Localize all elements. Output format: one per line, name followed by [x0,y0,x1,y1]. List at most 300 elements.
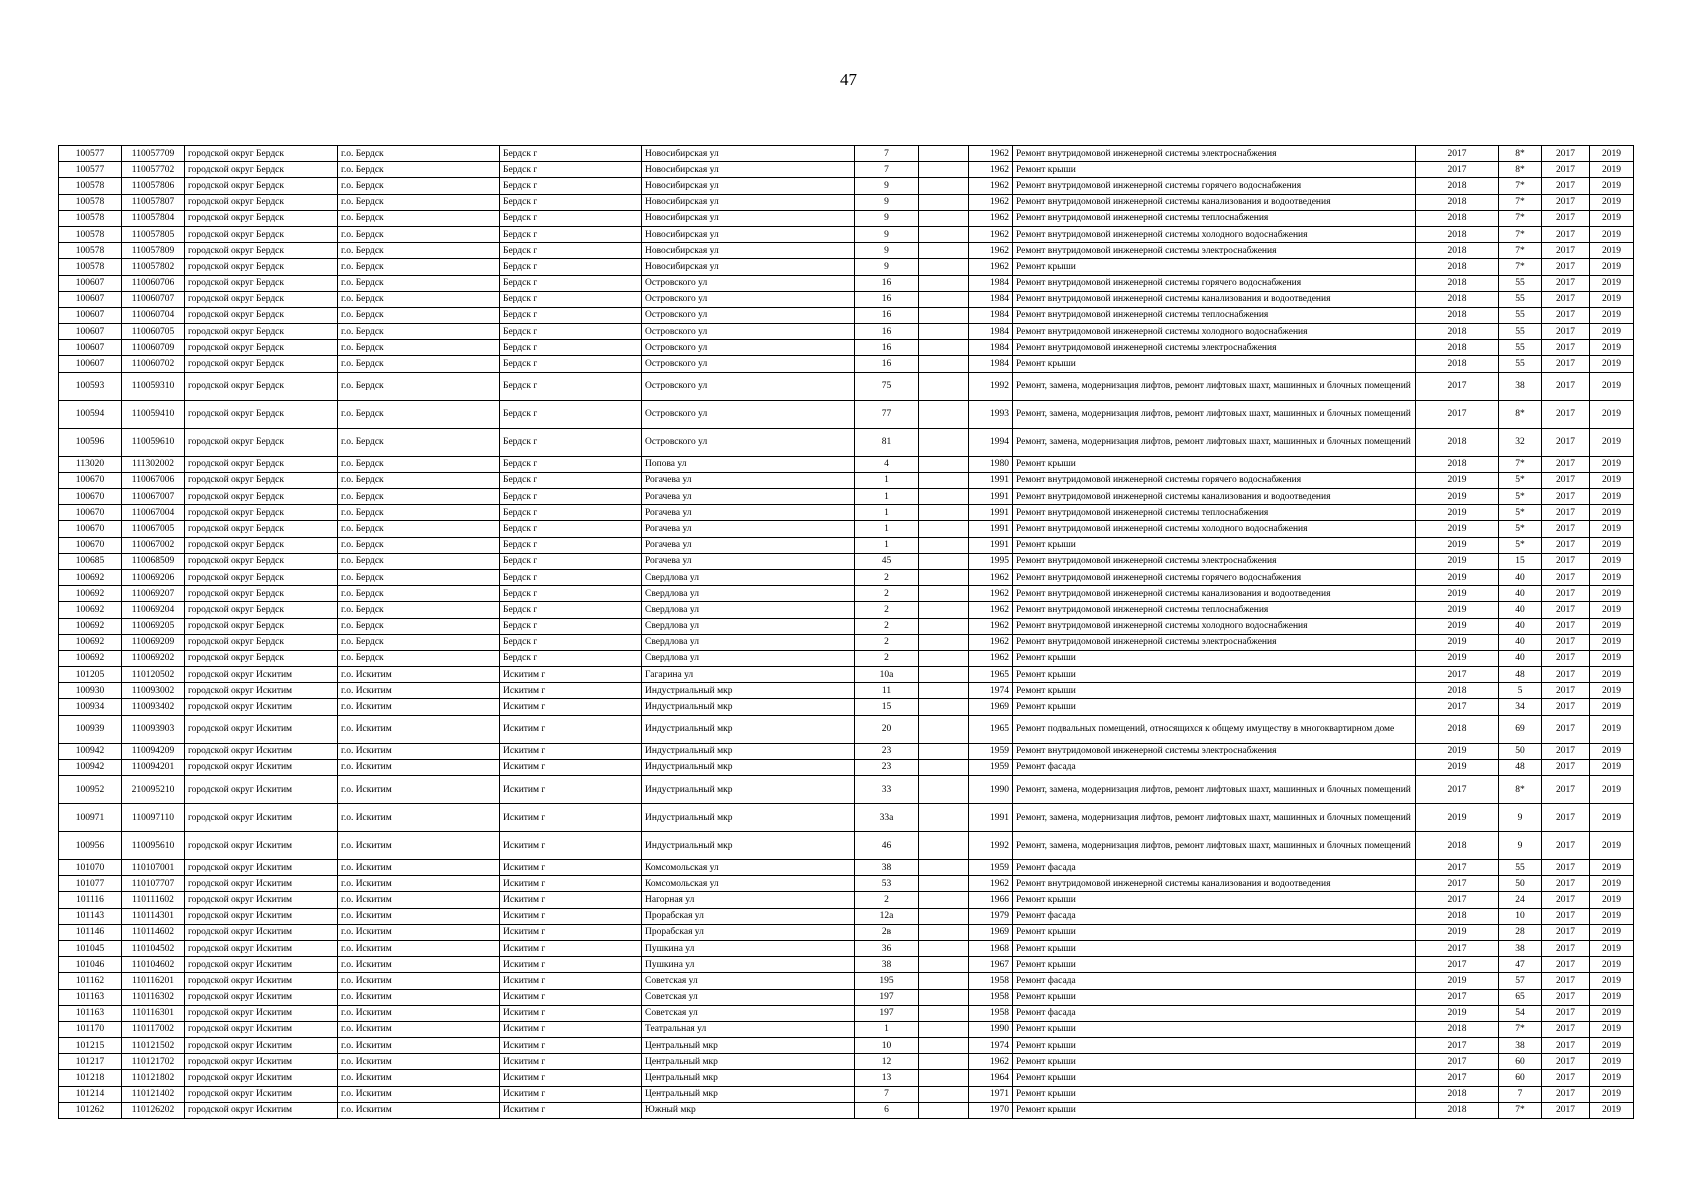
district-cell: г.о. Искитим [338,1005,500,1021]
period-start-cell: 2017 [1542,372,1590,400]
building-cell [919,1021,969,1037]
work-id-cell: 110060707 [122,291,185,307]
year-built-cell: 1958 [969,973,1013,989]
house-id-cell: 100607 [59,275,122,291]
district-cell: г.о. Бердск [338,472,500,488]
period-start-cell: 2017 [1542,957,1590,973]
building-cell [919,400,969,428]
period-start-cell: 2017 [1542,832,1590,860]
period-start-cell: 2017 [1542,259,1590,275]
period-end-cell: 2019 [1590,553,1634,569]
district-cell: г.о. Искитим [338,957,500,973]
house-id-cell: 100594 [59,400,122,428]
period-end-cell: 2019 [1590,210,1634,226]
planned-year-cell: 2019 [1416,804,1499,832]
period-end-cell: 2019 [1590,194,1634,210]
work-type-cell: Ремонт внутридомовой инженерной системы электроснабжения [1013,743,1416,759]
period-start-cell: 2017 [1542,860,1590,876]
period-end-cell: 2019 [1590,456,1634,472]
wear-percent-cell: 40 [1499,569,1542,585]
wear-percent-cell: 15 [1499,553,1542,569]
work-type-cell: Ремонт, замена, модернизация лифтов, ремонт лифтовых шахт, машинных и блочных помещений [1013,804,1416,832]
period-end-cell: 2019 [1590,340,1634,356]
year-built-cell: 1984 [969,275,1013,291]
district-cell: г.о. Бердск [338,324,500,340]
building-cell [919,521,969,537]
period-end-cell: 2019 [1590,372,1634,400]
year-built-cell: 1984 [969,356,1013,372]
settlement-cell: Бердск г [500,340,642,356]
municipality-cell: городской округ Искитим [185,957,338,973]
planned-year-cell: 2018 [1416,194,1499,210]
table-row [59,489,1634,505]
municipality-cell: городской округ Бердск [185,226,338,242]
municipality-cell: городской округ Бердск [185,178,338,194]
municipality-cell: городской округ Искитим [185,759,338,775]
municipality-cell: городской округ Искитим [185,1021,338,1037]
work-type-cell: Ремонт внутридомовой инженерной системы канализования и водоотведения [1013,194,1416,210]
district-cell: г.о. Искитим [338,989,500,1005]
year-built-cell: 1971 [969,1086,1013,1102]
table-row [59,699,1634,715]
building-cell [919,324,969,340]
year-built-cell: 1962 [969,178,1013,194]
building-cell [919,291,969,307]
work-type-cell: Ремонт внутридомовой инженерной системы теплоснабжения [1013,307,1416,323]
wear-percent-cell: 55 [1499,340,1542,356]
year-built-cell: 1959 [969,860,1013,876]
street-cell: Рогачева ул [642,505,855,521]
wear-percent-cell: 55 [1499,307,1542,323]
settlement-cell: Искитим г [500,1021,642,1037]
house-number-cell: 33 [855,776,919,804]
period-end-cell: 2019 [1590,667,1634,683]
work-id-cell: 110069202 [122,650,185,666]
building-cell [919,1102,969,1118]
year-built-cell: 1990 [969,776,1013,804]
settlement-cell: Искитим г [500,683,642,699]
table-row [59,456,1634,472]
work-type-cell: Ремонт фасада [1013,1005,1416,1021]
building-cell [919,505,969,521]
year-built-cell: 1991 [969,505,1013,521]
settlement-cell: Бердск г [500,243,642,259]
street-cell: Центральный мкр [642,1038,855,1054]
district-cell: г.о. Бердск [338,489,500,505]
building-cell [919,259,969,275]
planned-year-cell: 2017 [1416,776,1499,804]
district-cell: г.о. Искитим [338,759,500,775]
house-number-cell: 2 [855,892,919,908]
settlement-cell: Искитим г [500,892,642,908]
settlement-cell: Бердск г [500,428,642,456]
planned-year-cell: 2019 [1416,759,1499,775]
table-row [59,259,1634,275]
municipality-cell: городской округ Бердск [185,553,338,569]
street-cell: Рогачева ул [642,553,855,569]
street-cell: Свердлова ул [642,650,855,666]
house-number-cell: 6 [855,1102,919,1118]
period-start-cell: 2017 [1542,489,1590,505]
table-row [59,683,1634,699]
district-cell: г.о. Бердск [338,291,500,307]
settlement-cell: Искитим г [500,715,642,743]
house-number-cell: 16 [855,275,919,291]
municipality-cell: городской округ Бердск [185,400,338,428]
house-id-cell: 101046 [59,957,122,973]
year-built-cell: 1962 [969,586,1013,602]
building-cell [919,989,969,1005]
house-number-cell: 2 [855,634,919,650]
building-cell [919,553,969,569]
house-id-cell: 101143 [59,908,122,924]
planned-year-cell: 2017 [1416,1054,1499,1070]
year-built-cell: 1962 [969,650,1013,666]
period-start-cell: 2017 [1542,743,1590,759]
building-cell [919,372,969,400]
period-start-cell: 2017 [1542,1005,1590,1021]
planned-year-cell: 2018 [1416,291,1499,307]
period-end-cell: 2019 [1590,715,1634,743]
period-end-cell: 2019 [1590,776,1634,804]
house-number-cell: 53 [855,876,919,892]
period-start-cell: 2017 [1542,1038,1590,1054]
table-row [59,178,1634,194]
period-start-cell: 2017 [1542,400,1590,428]
work-type-cell: Ремонт крыши [1013,683,1416,699]
planned-year-cell: 2019 [1416,569,1499,585]
municipality-cell: городской округ Бердск [185,324,338,340]
work-type-cell: Ремонт крыши [1013,1021,1416,1037]
year-built-cell: 1992 [969,832,1013,860]
year-built-cell: 1962 [969,243,1013,259]
municipality-cell: городской округ Искитим [185,699,338,715]
settlement-cell: Бердск г [500,275,642,291]
work-id-cell: 110060705 [122,324,185,340]
period-start-cell: 2017 [1542,275,1590,291]
settlement-cell: Бердск г [500,618,642,634]
year-built-cell: 1962 [969,162,1013,178]
building-cell [919,957,969,973]
municipality-cell: городской округ Искитим [185,1054,338,1070]
street-cell: Советская ул [642,973,855,989]
period-start-cell: 2017 [1542,989,1590,1005]
district-cell: г.о. Искитим [338,804,500,832]
house-id-cell: 100692 [59,634,122,650]
period-start-cell: 2017 [1542,505,1590,521]
street-cell: Индустриальный мкр [642,743,855,759]
house-number-cell: 7 [855,146,919,162]
planned-year-cell: 2017 [1416,162,1499,178]
district-cell: г.о. Искитим [338,832,500,860]
street-cell: Островского ул [642,307,855,323]
street-cell: Рогачева ул [642,489,855,505]
period-start-cell: 2017 [1542,1070,1590,1086]
period-end-cell: 2019 [1590,428,1634,456]
work-id-cell: 110067004 [122,505,185,521]
work-id-cell: 110126202 [122,1102,185,1118]
wear-percent-cell: 7 [1499,1086,1542,1102]
planned-year-cell: 2019 [1416,553,1499,569]
year-built-cell: 1962 [969,259,1013,275]
period-end-cell: 2019 [1590,989,1634,1005]
house-id-cell: 100578 [59,210,122,226]
district-cell: г.о. Бердск [338,586,500,602]
house-number-cell: 81 [855,428,919,456]
work-id-cell: 110069207 [122,586,185,602]
planned-year-cell: 2018 [1416,908,1499,924]
house-id-cell: 101162 [59,973,122,989]
table-row [59,1054,1634,1070]
table-row [59,324,1634,340]
municipality-cell: городской округ Искитим [185,892,338,908]
table-row [59,618,1634,634]
work-id-cell: 110057802 [122,259,185,275]
period-end-cell: 2019 [1590,973,1634,989]
street-cell: Прорабская ул [642,908,855,924]
settlement-cell: Бердск г [500,372,642,400]
period-start-cell: 2017 [1542,243,1590,259]
work-id-cell: 111302002 [122,456,185,472]
work-type-cell: Ремонт, замена, модернизация лифтов, ремонт лифтовых шахт, машинных и блочных помещений [1013,400,1416,428]
work-type-cell: Ремонт внутридомовой инженерной системы теплоснабжения [1013,602,1416,618]
work-id-cell: 110060709 [122,340,185,356]
period-start-cell: 2017 [1542,307,1590,323]
municipality-cell: городской округ Бердск [185,456,338,472]
house-number-cell: 195 [855,973,919,989]
table-row [59,876,1634,892]
district-cell: г.о. Бердск [338,146,500,162]
house-number-cell: 10 [855,1038,919,1054]
wear-percent-cell: 5* [1499,472,1542,488]
work-type-cell: Ремонт внутридомовой инженерной системы теплоснабжения [1013,505,1416,521]
table-row [59,804,1634,832]
planned-year-cell: 2019 [1416,472,1499,488]
settlement-cell: Искитим г [500,924,642,940]
period-end-cell: 2019 [1590,400,1634,428]
municipality-cell: городской округ Искитим [185,860,338,876]
settlement-cell: Искитим г [500,957,642,973]
planned-year-cell: 2019 [1416,602,1499,618]
street-cell: Островского ул [642,428,855,456]
house-id-cell: 100577 [59,162,122,178]
district-cell: г.о. Бердск [338,553,500,569]
period-end-cell: 2019 [1590,699,1634,715]
table-row [59,400,1634,428]
table-row [59,210,1634,226]
street-cell: Свердлова ул [642,634,855,650]
work-id-cell: 110111602 [122,892,185,908]
house-id-cell: 100670 [59,505,122,521]
district-cell: г.о. Искитим [338,876,500,892]
district-cell: г.о. Искитим [338,667,500,683]
house-id-cell: 100578 [59,178,122,194]
house-id-cell: 101077 [59,876,122,892]
year-built-cell: 1990 [969,1021,1013,1037]
house-number-cell: 23 [855,759,919,775]
period-start-cell: 2017 [1542,924,1590,940]
planned-year-cell: 2017 [1416,400,1499,428]
work-type-cell: Ремонт внутридомовой инженерной системы горячего водоснабжения [1013,178,1416,194]
work-type-cell: Ремонт крыши [1013,957,1416,973]
work-type-cell: Ремонт внутридомовой инженерной системы холодного водоснабжения [1013,324,1416,340]
house-id-cell: 100593 [59,372,122,400]
planned-year-cell: 2017 [1416,876,1499,892]
house-number-cell: 77 [855,400,919,428]
table-row [59,634,1634,650]
settlement-cell: Бердск г [500,553,642,569]
building-cell [919,356,969,372]
wear-percent-cell: 5* [1499,505,1542,521]
table-row [59,1005,1634,1021]
wear-percent-cell: 5* [1499,521,1542,537]
district-cell: г.о. Искитим [338,1038,500,1054]
year-built-cell: 1979 [969,908,1013,924]
period-start-cell: 2017 [1542,291,1590,307]
district-cell: г.о. Бердск [338,602,500,618]
house-id-cell: 100578 [59,259,122,275]
table-row [59,275,1634,291]
table-row [59,553,1634,569]
year-built-cell: 1965 [969,667,1013,683]
district-cell: г.о. Искитим [338,860,500,876]
house-id-cell: 101217 [59,1054,122,1070]
municipality-cell: городской округ Бердск [185,489,338,505]
period-end-cell: 2019 [1590,569,1634,585]
district-cell: г.о. Искитим [338,1102,500,1118]
house-number-cell: 9 [855,194,919,210]
work-type-cell: Ремонт крыши [1013,456,1416,472]
house-id-cell: 101214 [59,1086,122,1102]
period-end-cell: 2019 [1590,537,1634,553]
settlement-cell: Бердск г [500,602,642,618]
house-number-cell: 9 [855,210,919,226]
wear-percent-cell: 47 [1499,957,1542,973]
municipality-cell: городской округ Искитим [185,973,338,989]
period-start-cell: 2017 [1542,194,1590,210]
street-cell: Новосибирская ул [642,259,855,275]
street-cell: Комсомольская ул [642,860,855,876]
wear-percent-cell: 8* [1499,400,1542,428]
work-type-cell: Ремонт внутридомовой инженерной системы электроснабжения [1013,146,1416,162]
table-row [59,1021,1634,1037]
house-number-cell: 9 [855,178,919,194]
street-cell: Индустриальный мкр [642,832,855,860]
street-cell: Свердлова ул [642,569,855,585]
street-cell: Островского ул [642,291,855,307]
building-cell [919,1086,969,1102]
year-built-cell: 1984 [969,307,1013,323]
period-start-cell: 2017 [1542,586,1590,602]
street-cell: Индустриальный мкр [642,715,855,743]
district-cell: г.о. Искитим [338,1021,500,1037]
table-row [59,892,1634,908]
district-cell: г.о. Бердск [338,372,500,400]
year-built-cell: 1980 [969,456,1013,472]
period-end-cell: 2019 [1590,178,1634,194]
house-number-cell: 2 [855,618,919,634]
table-row [59,650,1634,666]
planned-year-cell: 2019 [1416,650,1499,666]
house-id-cell: 100934 [59,699,122,715]
municipality-cell: городской округ Бердск [185,194,338,210]
year-built-cell: 1984 [969,340,1013,356]
street-cell: Рогачева ул [642,472,855,488]
wear-percent-cell: 9 [1499,832,1542,860]
house-number-cell: 2 [855,602,919,618]
district-cell: г.о. Бердск [338,569,500,585]
planned-year-cell: 2018 [1416,356,1499,372]
page-number: 47 [840,70,857,89]
building-cell [919,650,969,666]
settlement-cell: Искитим г [500,759,642,775]
wear-percent-cell: 5* [1499,489,1542,505]
work-id-cell: 110069209 [122,634,185,650]
period-start-cell: 2017 [1542,428,1590,456]
street-cell: Новосибирская ул [642,210,855,226]
building-cell [919,1005,969,1021]
planned-year-cell: 2019 [1416,586,1499,602]
house-number-cell: 197 [855,989,919,1005]
table-row [59,1102,1634,1118]
wear-percent-cell: 38 [1499,940,1542,956]
municipality-cell: городской округ Бердск [185,505,338,521]
house-id-cell: 100670 [59,537,122,553]
work-type-cell: Ремонт внутридомовой инженерной системы электроснабжения [1013,553,1416,569]
street-cell: Центральный мкр [642,1070,855,1086]
district-cell: г.о. Искитим [338,776,500,804]
district-cell: г.о. Бердск [338,505,500,521]
period-start-cell: 2017 [1542,1021,1590,1037]
municipality-cell: городской округ Бердск [185,291,338,307]
building-cell [919,210,969,226]
year-built-cell: 1968 [969,940,1013,956]
building-cell [919,634,969,650]
work-id-cell: 110068509 [122,553,185,569]
street-cell: Индустриальный мкр [642,804,855,832]
house-id-cell: 101163 [59,989,122,1005]
street-cell: Новосибирская ул [642,178,855,194]
year-built-cell: 1962 [969,569,1013,585]
house-id-cell: 101205 [59,667,122,683]
wear-percent-cell: 7* [1499,178,1542,194]
house-number-cell: 2в [855,924,919,940]
work-type-cell: Ремонт крыши [1013,892,1416,908]
work-type-cell: Ремонт крыши [1013,699,1416,715]
district-cell: г.о. Искитим [338,743,500,759]
district-cell: г.о. Искитим [338,699,500,715]
work-type-cell: Ремонт внутридомовой инженерной системы канализования и водоотведения [1013,876,1416,892]
house-number-cell: 16 [855,307,919,323]
planned-year-cell: 2019 [1416,973,1499,989]
work-id-cell: 110107001 [122,860,185,876]
work-type-cell: Ремонт крыши [1013,1086,1416,1102]
work-id-cell: 110121802 [122,1070,185,1086]
work-id-cell: 110114602 [122,924,185,940]
street-cell: Островского ул [642,372,855,400]
period-start-cell: 2017 [1542,876,1590,892]
house-number-cell: 12а [855,908,919,924]
house-number-cell: 1 [855,505,919,521]
work-type-cell: Ремонт фасада [1013,973,1416,989]
house-number-cell: 10а [855,667,919,683]
period-start-cell: 2017 [1542,178,1590,194]
settlement-cell: Бердск г [500,569,642,585]
municipality-cell: городской округ Бердск [185,210,338,226]
year-built-cell: 1966 [969,892,1013,908]
house-id-cell: 100607 [59,307,122,323]
wear-percent-cell: 5 [1499,683,1542,699]
